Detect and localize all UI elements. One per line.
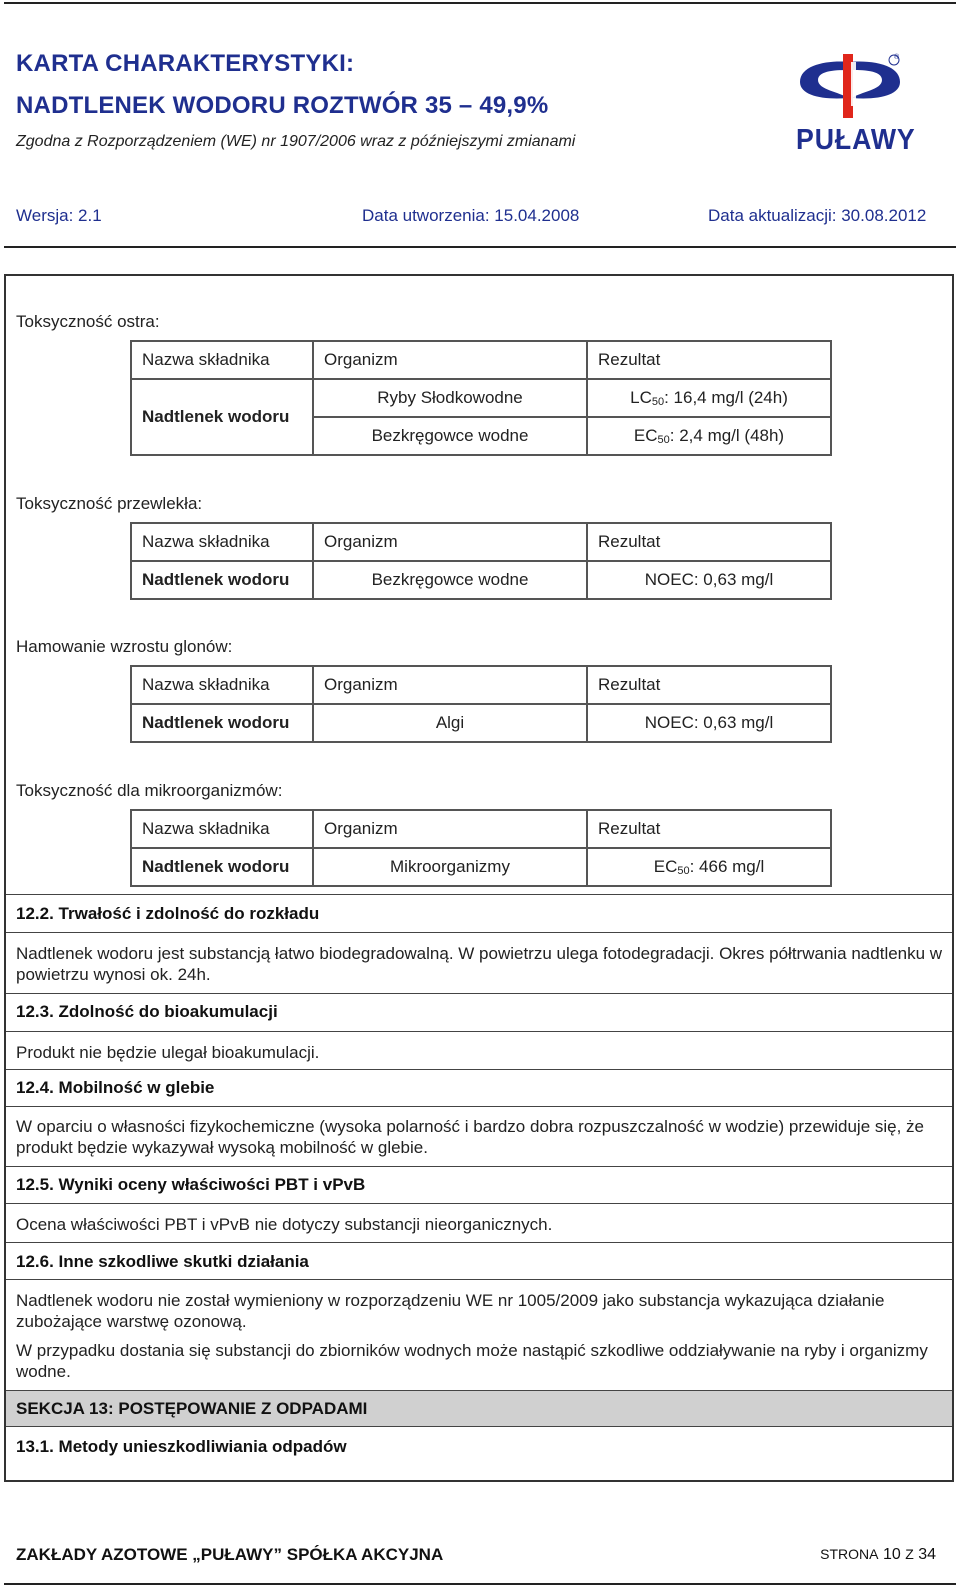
created-date: Data utworzenia: 15.04.2008 [362,206,580,225]
substance-cell: Nadtlenek wodoru [131,704,313,742]
footer-rule [4,1583,956,1585]
acute-toxicity-label: Toksyczność ostra: [16,312,160,331]
header-name: Nazwa składnika [131,666,313,704]
result-value: : 16,4 mg/l (24h) [664,388,788,407]
header-result: Rezultat [587,666,831,704]
page-current: 10 [882,1546,901,1563]
header-organism: Organizm [313,341,587,379]
header-result: Rezultat [587,523,831,561]
result-subscript: 50 [651,396,665,408]
algae-label: Hamowanie wzrostu glonów: [16,637,233,656]
section-12-6-text-2: W przypadku dostania się substancji do zbiorników wodnych może nastąpić szkodliwe oddziaływanie na ryby i organizmy wodne. [16,1341,928,1381]
header-result: Rezultat [587,810,831,848]
organism-cell: Mikroorganizmy [313,848,587,886]
header-name: Nazwa składnika [131,810,313,848]
organism-cell: Algi [313,704,587,742]
table-header-row [131,666,831,704]
result-symbol: EC [653,857,678,876]
result-subscript: 50 [657,434,670,446]
substance-cell: Nadtlenek wodoru [131,848,313,886]
section-12-6-text-1: Nadtlenek wodoru nie został wymieniony w rozporządzeniu WE nr 1005/2009 jako substancja wykazująca działanie zubożające warstwę ozonową. [16,1291,885,1331]
table-row [131,848,831,886]
table-row [131,379,831,417]
product-title: NADTLENEK WODORU ROZTWÓR 35 – 49,9% [16,92,549,119]
result-cell [587,848,831,886]
section-12-2-text: Nadtlenek wodoru jest substancją łatwo biodegradowalną. W powietrzu ulega fotodegradacji. Okres półtrwania nadtlenku w powietrzu wynosi ok. 24h. [16,944,943,984]
section-12-2-heading: 12.2. Trwałość i zdolność do rozkładu [16,904,320,923]
page-word: STRONA [820,1546,879,1562]
result-value: : 2,4 mg/l (48h) [669,426,785,445]
header-rule [4,246,956,248]
result-symbol: EC [633,426,658,445]
header-name: Nazwa składnika [131,341,313,379]
registered-mark: ® [894,54,900,61]
microorganisms-table [130,809,832,887]
result-symbol: LC [630,388,652,407]
of-word: Z [905,1546,914,1562]
section-13-1-heading: 13.1. Metody unieszkodliwiania odpadów [16,1437,347,1456]
organism-cell: Ryby Słodkowodne [313,379,587,417]
organism-cell: Bezkręgowce wodne [313,561,587,599]
table-row [131,704,831,742]
section-12-3-text: Produkt nie będzie ulegał bioakumulacji. [16,1043,320,1062]
result-cell: NOEC: 0,63 mg/l [587,704,831,742]
result-subscript: 50 [677,865,690,877]
section-13-heading: SEKCJA 13: POSTĘPOWANIE Z ODPADAMI [16,1399,368,1418]
header-organism: Organizm [313,666,587,704]
result-cell [587,417,831,455]
section-12-3-heading: 12.3. Zdolność do bioakumulacji [16,1002,278,1021]
pulawy-logo [790,52,916,160]
logo-wordmark: PUŁAWY [796,124,916,156]
section-12-6-heading: 12.6. Inne szkodliwe skutki działania [16,1252,309,1271]
microorganisms-label: Toksyczność dla mikroorganizmów: [16,781,283,800]
result-cell: NOEC: 0,63 mg/l [587,561,831,599]
top-rule [4,2,956,4]
table-header-row [131,810,831,848]
chronic-toxicity-label: Toksyczność przewlekła: [16,494,203,513]
company-name: ZAKŁADY AZOTOWE „PUŁAWY” SPÓŁKA AKCYJNA [16,1545,444,1564]
header-result: Rezultat [587,341,831,379]
substance-cell: Nadtlenek wodoru [131,379,313,455]
section-12-4-text: W oparciu o własności fizykochemiczne (wysoka polarność i bardzo dobra rozpuszczalność w wodzie) przewiduje się, że produkt będzie wykazywał wysoką mobilność w glebie. [16,1117,924,1157]
section-12-5-text: Ocena właściwości PBT i vPvB nie dotyczy substancji nieorganicznych. [16,1215,553,1234]
acute-toxicity-table [130,340,832,456]
document-title: KARTA CHARAKTERYSTYKI: [16,50,355,77]
header-organism: Organizm [313,523,587,561]
table-row [131,561,831,599]
organism-cell: Bezkręgowce wodne [313,417,587,455]
substance-cell: Nadtlenek wodoru [131,561,313,599]
page-total: 34 [918,1546,936,1563]
header-name: Nazwa składnika [131,523,313,561]
updated-date: Data aktualizacji: 30.08.2012 [708,206,927,225]
section-12-4-heading: 12.4. Mobilność w glebie [16,1078,215,1097]
result-cell [587,379,831,417]
page-number [820,1546,936,1564]
algae-table [130,665,832,743]
result-value: : 466 mg/l [689,857,765,876]
version-label: Wersja: 2.1 [16,206,102,225]
table-header-row [131,341,831,379]
table-header-row [131,523,831,561]
section-12-5-heading: 12.5. Wyniki oceny właściwości PBT i vPvB [16,1175,366,1194]
chronic-toxicity-table [130,522,832,600]
regulation-subtitle: Zgodna z Rozporządzeniem (WE) nr 1907/2006 wraz z późniejszymi zmianami [16,133,576,150]
header-organism: Organizm [313,810,587,848]
